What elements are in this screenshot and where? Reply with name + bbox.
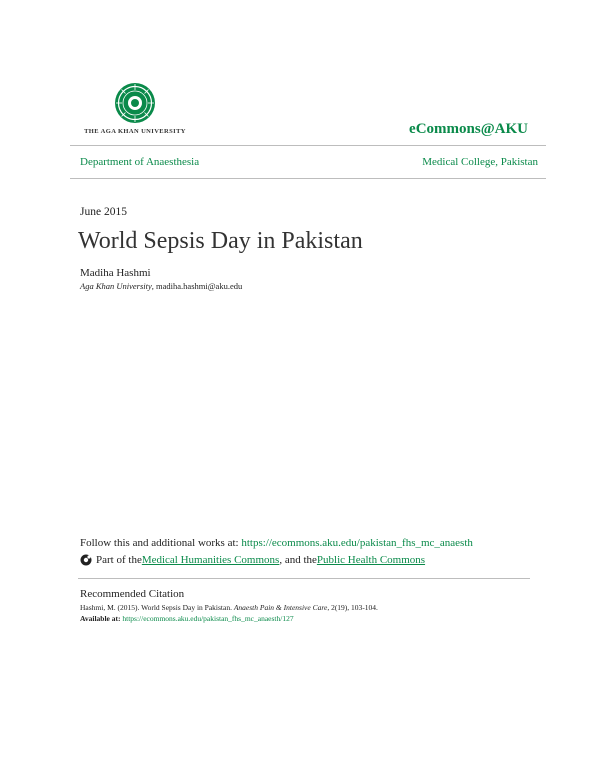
- citation-prefix: Hashmi, M. (2015). World Sepsis Day in Pakistan.: [80, 603, 234, 612]
- aku-logo: [80, 82, 190, 142]
- ecommons-brand-link[interactable]: eCommons@AKU: [409, 121, 528, 137]
- author-name: Madiha Hashmi: [80, 267, 151, 279]
- citation-journal: Anaesth Pain & Intensive Care: [233, 603, 328, 612]
- citation-heading: Recommended Citation: [80, 588, 185, 600]
- citation-suffix: , 2(19), 103-104.: [327, 603, 378, 612]
- available-label: Available at:: [80, 614, 123, 623]
- aku-seal-icon: [114, 82, 156, 124]
- department-link[interactable]: Department of Anaesthesia: [80, 156, 200, 168]
- publication-date: June 2015: [80, 206, 127, 218]
- author-affiliation: [80, 281, 242, 291]
- article-url-link[interactable]: https://ecommons.aku.edu/pakistan_fhs_mc_anaesth/127: [122, 614, 294, 623]
- header-divider-bottom: [70, 178, 546, 179]
- public-health-link[interactable]: Public Health Commons: [316, 554, 426, 566]
- header-divider-top: [70, 145, 546, 146]
- follow-label: Follow this and additional works at:: [80, 537, 242, 549]
- logo-text: THE AGA KHAN UNIVERSITY: [84, 128, 186, 135]
- article-title: World Sepsis Day in Pakistan: [78, 228, 363, 254]
- collection-url-link[interactable]: https://ecommons.aku.edu/pakistan_fhs_mc_anaesth: [241, 537, 473, 549]
- part-of-line: [80, 554, 425, 566]
- network-commons-icon: [80, 554, 92, 566]
- available-at-line: [80, 614, 294, 623]
- part-of-between: , and the: [279, 554, 317, 566]
- follow-line: [80, 537, 473, 549]
- college-link[interactable]: Medical College, Pakistan: [422, 156, 538, 168]
- part-of-prefix: Part of the: [96, 554, 142, 566]
- citation-text: [80, 603, 378, 612]
- medical-humanities-link[interactable]: Medical Humanities Commons: [141, 554, 280, 566]
- citation-divider: [78, 578, 530, 579]
- affiliation-org: Aga Khan University: [80, 281, 152, 291]
- author-email: , madiha.hashmi@aku.edu: [151, 281, 243, 291]
